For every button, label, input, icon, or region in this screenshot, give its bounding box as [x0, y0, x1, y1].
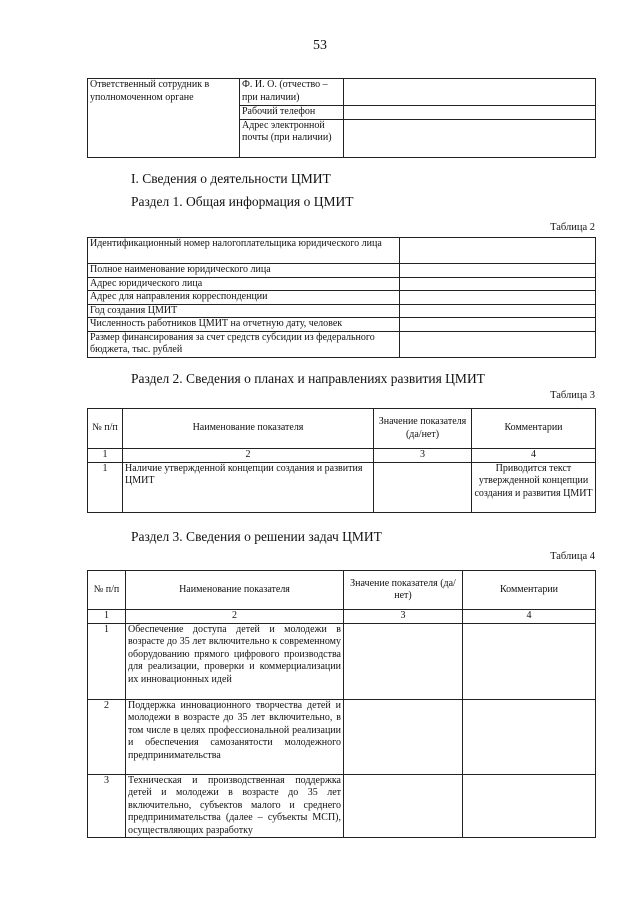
row-value[interactable]	[344, 774, 463, 838]
row-number: 3	[88, 774, 126, 838]
row-label: Идентификационный номер налогоплательщика юридического лица	[88, 238, 400, 264]
column-number: 1	[88, 449, 123, 463]
row-name: Техническая и производственная поддержка детей и молодежи в возрасте до 35 лет включительно, субъектов малого и среднего предпринимательства (далее – субъекты МСП), осуществляющих разработку	[126, 774, 344, 838]
contact-field-value[interactable]	[344, 106, 596, 120]
general-info-table	[87, 237, 596, 358]
table-row	[88, 699, 596, 774]
row-value[interactable]	[344, 623, 463, 699]
row-name: Обеспечение доступа детей и молодежи в возрасте до 35 лет включительно к современному оборудованию прямого цифрового производства для реализации, проверки и коммерциализации их инновационных идей	[126, 623, 344, 699]
row-name: Поддержка инновационного творчества детей и молодежи в возрасте до 35 лет включительно, в том числе в целях профессиональной реализации и обеспечения самозанятости молодежного предпринимательства	[126, 699, 344, 774]
table-row	[88, 277, 596, 291]
part1-table-caption: Таблица 2	[550, 222, 595, 233]
header-num: № п/п	[88, 409, 123, 449]
header-comment: Комментарии	[472, 409, 596, 449]
contact-field-label: Адрес электронной почты (при наличии)	[240, 119, 344, 157]
row-label: Размер финансирования за счет средств субсидии из федерального бюджета, тыс. рублей	[88, 331, 400, 357]
row-label: Адрес для направления корреспонденции	[88, 291, 400, 305]
header-comment: Комментарии	[463, 571, 596, 610]
row-value[interactable]	[344, 699, 463, 774]
table-row	[88, 304, 596, 318]
row-label: Год создания ЦМИТ	[88, 304, 400, 318]
column-number: 4	[472, 449, 596, 463]
table-row	[88, 462, 596, 512]
header-value: Значение показателя (да/нет)	[344, 571, 463, 610]
row-number: 1	[88, 623, 126, 699]
table-row	[88, 331, 596, 357]
row-number: 1	[88, 462, 123, 512]
contact-table	[87, 78, 596, 158]
tasks-table	[87, 570, 596, 838]
row-comment: Приводится текст утвержденной концепции создания и развития ЦМИТ	[472, 462, 596, 512]
contact-field-value[interactable]	[344, 79, 596, 106]
column-number: 4	[463, 610, 596, 624]
table-row	[88, 623, 596, 699]
row-value[interactable]	[374, 462, 472, 512]
row-number: 2	[88, 699, 126, 774]
header-num: № п/п	[88, 571, 126, 610]
page-number: 53	[313, 38, 327, 53]
part2-table-caption: Таблица 3	[550, 390, 595, 401]
section-title: I. Сведения о деятельности ЦМИТ	[131, 171, 331, 186]
row-value[interactable]	[400, 277, 596, 291]
row-label: Адрес юридического лица	[88, 277, 400, 291]
header-value: Значение показателя (да/нет)	[374, 409, 472, 449]
row-label: Численность работников ЦМИТ на отчетную дату, человек	[88, 318, 400, 332]
table-row	[88, 264, 596, 278]
row-comment[interactable]	[463, 774, 596, 838]
row-value[interactable]	[400, 331, 596, 357]
row-label: Полное наименование юридического лица	[88, 264, 400, 278]
column-number: 3	[344, 610, 463, 624]
row-value[interactable]	[400, 264, 596, 278]
table-row	[88, 318, 596, 332]
part2-title: Раздел 2. Сведения о планах и направлениях развития ЦМИТ	[131, 371, 485, 386]
column-number: 3	[374, 449, 472, 463]
contact-label: Ответственный сотрудник в уполномоченном органе	[88, 79, 240, 158]
table-row	[88, 238, 596, 264]
part3-table-caption: Таблица 4	[550, 551, 595, 562]
table-row	[88, 291, 596, 305]
contact-field-label: Ф. И. О. (отчество – при наличии)	[240, 79, 344, 106]
plans-table	[87, 408, 596, 513]
column-number: 2	[123, 449, 374, 463]
header-name: Наименование показателя	[123, 409, 374, 449]
row-value[interactable]	[400, 318, 596, 332]
header-name: Наименование показателя	[126, 571, 344, 610]
part3-title: Раздел 3. Сведения о решении задач ЦМИТ	[131, 529, 382, 544]
row-value[interactable]	[400, 304, 596, 318]
row-name: Наличие утвержденной концепции создания и развития ЦМИТ	[123, 462, 374, 512]
contact-field-value[interactable]	[344, 119, 596, 157]
row-value[interactable]	[400, 291, 596, 305]
column-number: 1	[88, 610, 126, 624]
column-number: 2	[126, 610, 344, 624]
table-row	[88, 774, 596, 838]
row-comment[interactable]	[463, 623, 596, 699]
part1-title: Раздел 1. Общая информация о ЦМИТ	[131, 194, 354, 209]
row-comment[interactable]	[463, 699, 596, 774]
contact-field-label: Рабочий телефон	[240, 106, 344, 120]
row-value[interactable]	[400, 238, 596, 264]
